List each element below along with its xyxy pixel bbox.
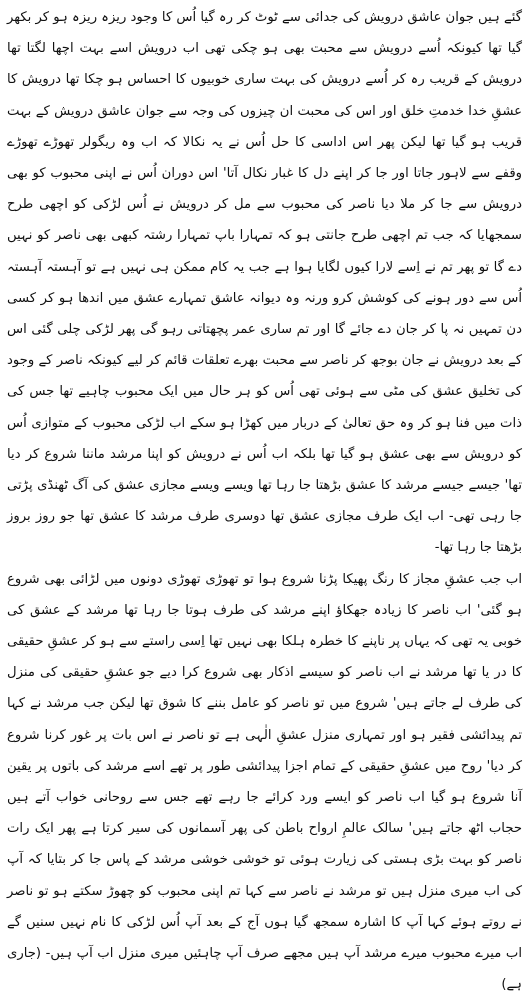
paragraph-1: گئے ہیں جوان عاشق درویش کی جدائی سے ٹوٹ کر رہ گیا اُس کا وجود ریزہ ریزہ ہو کر بکھر گیا تھا کیونکہ اُسے درویش سے محبت بھی ہو چکی تھی اب درویش اسے بہت اچھا لگتا تھا درویش کے قریب رہ کر اُسے درویش کی بہت ساری خوبیوں کا احساس ہو چکا تھا درویش کا عشقِ خدا خدمتِ خلق اور اس کی محبت ان چیزوں کی وجہ سے جوان عاشق درویش کے بہت قریب ہو گیا تھا لیکن پھر اس اداسی کا حل اُس نے یہ نکالا کہ اب وہ ریگولر تھوڑے تھوڑے وقفے سے لاہور جاتا اور جا کر اپنے دل کا غبار نکال آتا' اس دوران اُس نے اپنی محبوب کو بھی درویش سے جا کر ملا دیا ناصر کی محبوب سے مل کر درویش نے اُس لڑکی کو اچھی طرح سمجھایا کہ جب تم اچھی طرح جانتی ہو کہ تمہارا باپ تمہارا رشتہ کبھی بھی ناصر کو نہیں دے گا تو پھر تم نے اِسے لارا کیوں لگایا ہوا ہے جب یہ کام ممکن ہی نہیں ہے تو آہستہ آہستہ اُس سے دور ہونے کی کوشش کرو ورنہ وہ دیوانہ عاشق تمہارے عشق میں اندھا ہو کر کسی دن تمہیں نہ پا کر جان دے جائے گا اور تم ساری عمر پچھتاتی رہو گی پھر لڑکی چلی گئی اس کے بعد درویش نے جان بوجھ کر ناصر سے محبت بھرے تعلقات قائم کر لیے کیونکہ ناصر کے وجود کی تخلیق عشق کی مٹی سے ہوئی تھی اُس کو ہر حال میں ایک محبوب چاہیے تھا جس کی ذات میں فنا ہو کر وہ حق تعالیٰ کے دربار میں کھڑا ہو سکے اب لڑکی محبوب کے متوازی اُس کو درویش سے بھی عشق ہو گیا تھا بلکہ اب اُس نے درویش کو اپنا مرشد ماننا شروع کر دیا تھا' جیسے جیسے مرشد کا عشق بڑھتا جا رہا تھا ویسے ویسے مجازی عشق کی آگ ٹھنڈی پڑتی جا رہی تھی- اب ایک طرف مجازی عشق تھا دوسری طرف مرشد کا عشق تھا جو روز بروز بڑھتا جا رہا تھا-	[7, 10, 522, 556]
paragraph-2: اب جب عشقِ مجاز کا رنگ پھیکا پڑنا شروع ہوا تو تھوڑی تھوڑی دونوں میں لڑائی بھی شروع ہو گئی' اب ناصر کا زیادہ جھکاؤ اپنے مرشد کی طرف ہوتا جا رہا تھا مرشد کے عشق کی خوبی یہ تھی کہ یہاں پر ناپنے کا خطرہ ہلکا بھی نہیں تھا اِسی راستے سے ہو کر عشقِ حقیقی کا در یا تھا مرشد نے اب ناصر کو سیسے اذکار بھی شروع کرا دیے جو عشقِ حقیقی کی منزل کی طرف لے جاتے ہیں' شروع میں تو ناصر کو عامل بننے کا شوق تھا لیکن جب مرشد نے کہا تم پیدائشی فقیر ہو اور تمہاری منزل عشقِ الٰہی ہے تو ناصر نے اس بات پر غور کرنا شروع کر دیا' روح میں عشقِ حقیقی کے تمام اجزا پیدائشی طور پر تھے اسے مرشد کی باتوں پر یقین آنا شروع ہو گیا اب ناصر کو ایسے ورد کرائے جا رہے تھے جس سے روحانی خواب آتے ہیں حجاب اٹھ جاتے ہیں' سالک عالمِ ارواح باطن کی پھر آسمانوں کی سیر کرتا ہے پھر ایک رات ناصر کو بہت بڑی ہستی کی زیارت ہوئی تو خوشی خوشی مرشد کے پاس جا کر بتایا کہ آپ کی اب میری منزل ہیں تو مرشد نے ناصر سے کہا تم اپنی محبوب کو چھوڑ سکتے ہو تو ناصر نے روتے ہوئے کہا آپ کا اشارہ سمجھ گیا ہوں آج کے بعد آپ اُس لڑکی کا نام نہیں سنیں گے اب میرے محبوب میرے مرشد آپ ہیں مجھے صرف آپ چاہئیں میری منزل اب آپ ہیں- (جاری ہے)	[7, 571, 522, 993]
